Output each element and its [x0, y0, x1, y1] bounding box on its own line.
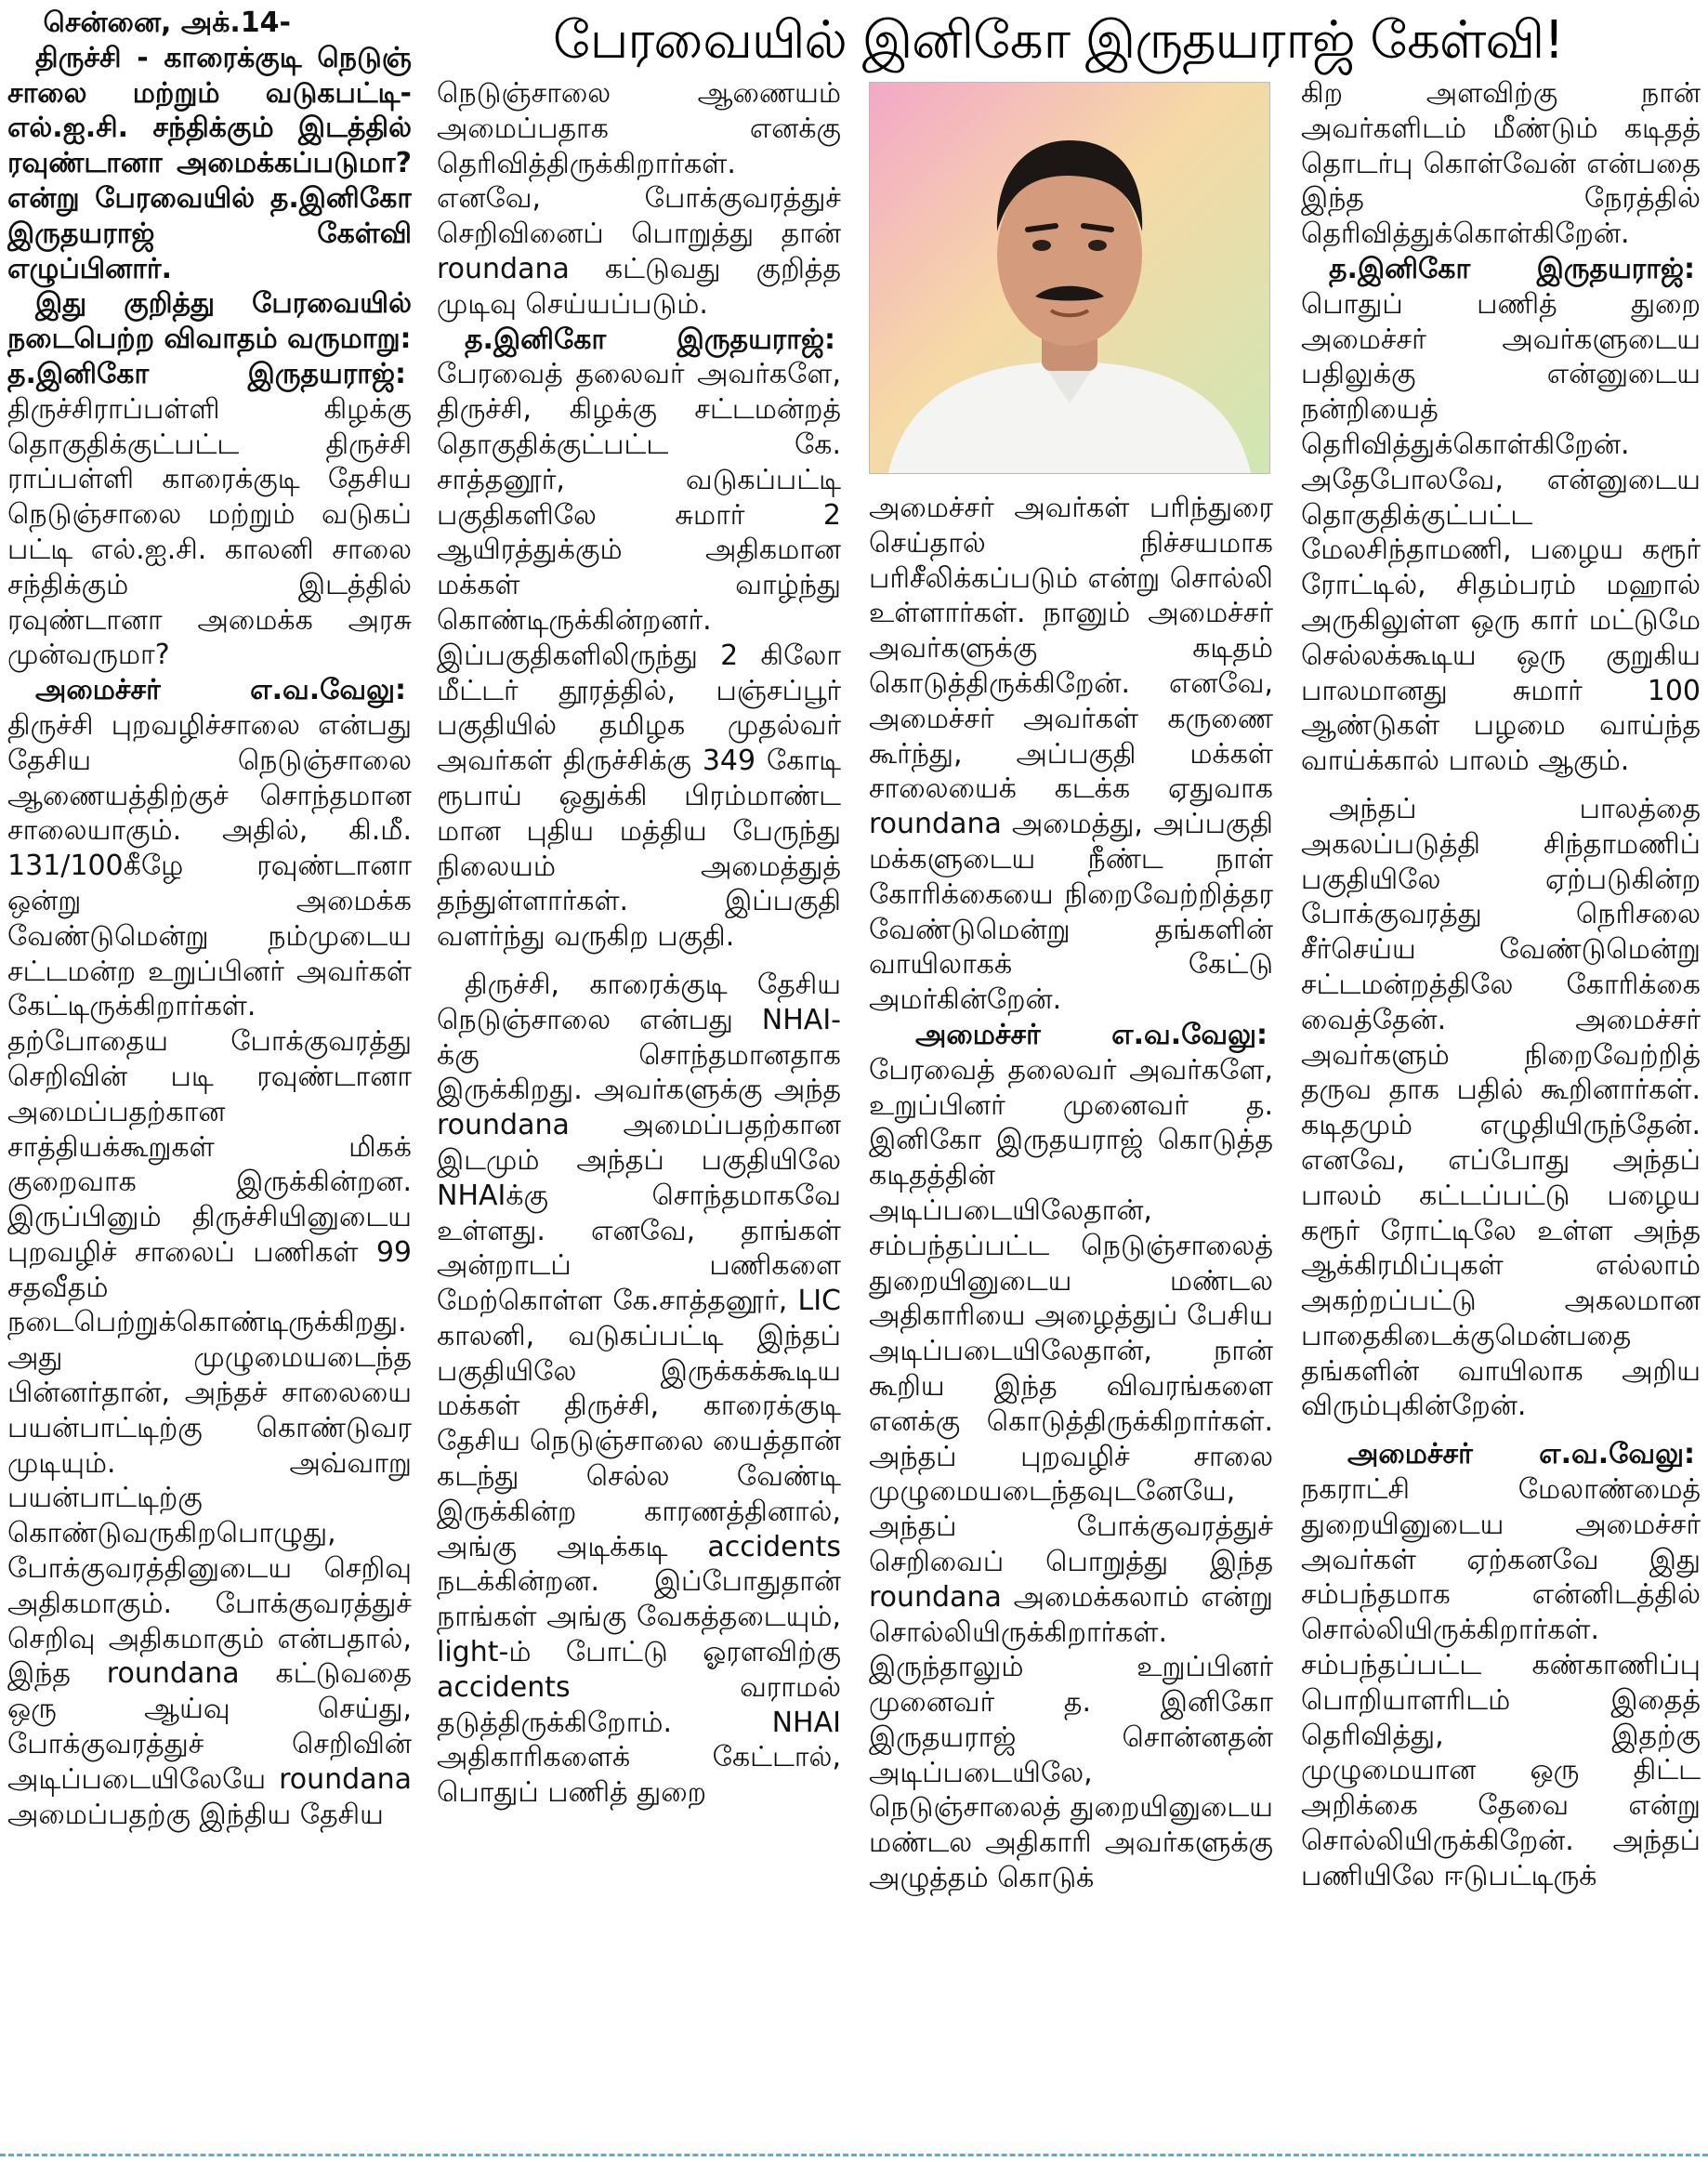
- speaker-label: த.இனிகோ இருதயராஜ்:: [1329, 252, 1695, 285]
- bottom-dashed-rule: [0, 2154, 1708, 2156]
- headline: பேரவையில் இனிகோ இருதயராஜ் கேள்வி!: [553, 10, 1564, 71]
- person-portrait-icon: [870, 83, 1269, 473]
- dateline: சென்னை, அக்.14-: [43, 7, 291, 39]
- speaker-label: அமைச்சர் எ.வ.வேலு:: [915, 1018, 1268, 1051]
- speech-paragraph: திருச்சி, காரைக்குடி தேசிய நெடுஞ்சாலை என்பது NHAI-க்கு சொந்தமானதாக இருக்கிறது. அவர்களுக்கு அந்த roundana அமைப்பதற்கான இடமும் அந்தப் பகுதியிலே NHAIக்கு சொந்தமாகவே உள்ளது. எனவே, தாங்கள் அன்றாடப் பணிகளை மேற்கொள்ள கே.சாத்தனூர், LIC காலனி, வடுகப்பட்டி இந்தப் பகுதியிலே இருக்கக்கூடிய மக்கள் திருச்சி, காரைக்குடி தேசிய நெடுஞ்சாலை யைத்தான் கடந்து செல்ல வேண்டி இருக்கின்ற காரணத்தினால், அங்கு அடிக்கடி accidents நடக்கின்றன. இப்போதுதான் நாங்கள் அங்கு வேகத்தடையும், light-ம் போட்டு ஓரளவிற்கு accidents வராமல் தடுத்திருக்கிறோம். NHAI அதிகாரிகளைக் கேட்டால், பொதுப் பணித் துறை: [437, 968, 841, 1810]
- speech-paragraph: பொதுப் பணித் துறை அமைச்சர் அவர்களுடைய பதிலுக்கு என்னுடைய நன்றியைத் தெரிவித்துக்கொள்கிறேன். அதேபோலவே, என்னுடைய தொகுதிக்குட்பட்ட மேலசிந்தாமணி, பழைய கரூர் ரோட்டில், சிதம்பரம் மஹால் அருகிலுள்ள ஒரு கார் மட்டுமே செல்லக்கூடிய ஒரு குறுகிய பாலமானது சுமார் 100 ஆண்டுகள் பழமை வாய்ந்த வாய்க்கால் பாலம் ஆகும்.: [1301, 287, 1701, 778]
- article-column-4: [1301, 76, 1701, 2162]
- intro-paragraph: திருச்சி - காரைக்குடி நெடுஞ் சாலை மற்றும் வடுகபட்டி- எல்.ஐ.சி. சந்திக்கும் இடத்தில் ரவுண்டானா அமைக்கப்படுமா? என்று பேரவையில் த.இனிகோ இருதயராஜ் கேள்வி எழுப்பினார்.: [7, 41, 412, 285]
- article-column-3: [869, 491, 1273, 2162]
- speech-paragraph: நகராட்சி மேலாண்மைத் துறையினுடைய அமைச்சர் அவர்கள் ஏற்கனவே இது சம்பந்தமாக என்னிடத்தில் சொல்லியிருக்கிறார்கள். சம்பந்தப்பட்ட கண்காணிப்பு பொறியாளரிடம் இதைத் தெரிவித்து, இதற்கு முழுமையான ஒரு திட்ட அறிக்கை தேவை என்று சொல்லியிருக்கிறேன். அந்தப் பணியிலே ஈடுபட்டிருக்: [1301, 1473, 1701, 1892]
- speaker-label: த.இனிகோ இருதயராஜ்:: [7, 357, 406, 390]
- speech-paragraph: அமைச்சர் அவர்கள் பரிந்துரை செய்தால் நிச்சயமாக பரிசீலிக்கப்படும் என்று சொல்லி உள்ளார்கள். நானும் அமைச்சர் அவர்களுக்கு கடிதம் கொடுத்திருக்கிறேன். எனவே, அமைச்சர் அவர்கள் கருணை கூர்ந்து, அப்பகுதி மக்கள் சாலையைக் கடக்க ஏதுவாக roundana அமைத்து, அப்பகுதி மக்களுடைய நீண்ட நாள் கோரிக்கையை நிறைவேற்றித்தர வேண்டுமென்று தங்களின் வாயிலாகக் கேட்டு அமர்கின்றேன்.: [869, 492, 1273, 1017]
- speaker-label: த.இனிகோ இருதயராஜ்:: [465, 323, 835, 356]
- speech-paragraph: திருச்சிராப்பள்ளி கிழக்கு தொகுதிக்குட்பட்ட திருச்சி ராப்பள்ளி காரைக்குடி தேசிய நெடுஞ்சாலை மற்றும் வடுகப் பட்டி எல்.ஐ.சி. காலனி சாலை சந்திக்கும் இடத்தில் ரவுண்டானா அமைக்க அரசு முன்வருமா?: [7, 392, 412, 672]
- speaker-label: அமைச்சர் எ.வ.வேலு:: [1347, 1438, 1695, 1471]
- portrait-photo: [869, 82, 1270, 474]
- speech-paragraph: பேரவைத் தலைவர் அவர்களே, திருச்சி, கிழக்கு சட்டமன்றத் தொகுதிக்குட்பட்ட கே. சாத்தனூர், வடுகப்பட்டி பகுதிகளிலே சுமார் 2 ஆயிரத்துக்கும் அதிகமான மக்கள் வாழ்ந்து கொண்டிருக்கின்றனர். இப்பகுதிகளிலிருந்து 2 கிலோ மீட்டர் தூரத்தில், பஞ்சப்பூர் பகுதியில் தமிழக முதல்வர் அவர்கள் திருச்சிக்கு 349 கோடி ரூபாய் ஒதுக்கி பிரம்மாண்ட மான புதிய மத்திய பேருந்து நிலையம் அமைத்துத் தந்துள்ளார்கள். இப்பகுதி வளர்ந்து வருகிற பகுதி.: [437, 358, 841, 954]
- speech-paragraph: கிற அளவிற்கு நான் அவர்களிடம் மீண்டும் கடிதத் தொடர்பு கொள்வேன் என்பதை இந்த நேரத்தில் தெரிவித்துக்கொள்கிறேன்.: [1301, 77, 1701, 251]
- speech-paragraph: நெடுஞ்சாலை ஆணையம் அமைப்பதாக எனக்கு தெரிவித்திருக்கிறார்கள். எனவே, போக்குவரத்துச் செறிவினைப் பொறுத்து தான் roundana கட்டுவது குறித்த முடிவு செய்யப்படும்.: [437, 77, 841, 321]
- article-column-2: [437, 76, 841, 2162]
- speaker-label: அமைச்சர் எ.வ.வேலு:: [35, 674, 406, 707]
- speech-paragraph: அந்தப் பாலத்தை அகலப்படுத்தி சிந்தாமணிப் பகுதியிலே ஏற்படுகின்ற போக்குவரத்து நெரிசலை சீர்செய்ய வேண்டுமென்று சட்டமன்றத்திலே கோரிக்கை வைத்தேன். அமைச்சர் அவர்களும் நிறைவேற்றித் தருவ தாக பதில் கூறினார்கள். கடிதமும் எழுதியிருந்தேன். எனவே, எப்போது அந்தப் பாலம் கட்டப்பட்டு பழைய கரூர் ரோட்டிலே உள்ள அந்த ஆக்கிரமிப்புகள் எல்லாம் அகற்றப்பட்டு அகலமான பாதைகிடைக்குமென்பதை தங்களின் வாயிலாக அறிய விரும்புகின்றேன்.: [1301, 792, 1701, 1423]
- intro-paragraph-2: இது குறித்து பேரவையில் நடைபெற்ற விவாதம் வருமாறு:: [7, 287, 412, 356]
- speech-paragraph: திருச்சி புறவழிச்சாலை என்பது தேசிய நெடுஞ்சாலை ஆணையத்திற்குச் சொந்தமான சாலையாகும். அதில், கி.மீ. 131/100கீழே ரவுண்டானா ஒன்று அமைக்க வேண்டுமென்று நம்முடைய சட்டமன்ற உறுப்பினர் அவர்கள் கேட்டிருக்கிறார்கள். தற்போதைய போக்குவரத்து செறிவின் படி ரவுண்டானா அமைப்பதற்கான சாத்தியக்கூறுகள் மிகக் குறைவாக இருக்கின்றன. இருப்பினும் திருச்சியினுடைய புறவழிச் சாலைப் பணிகள் 99 சதவீதம் நடைபெற்றுக்கொண்டிருக்கிறது. அது முழுமையடைந்த பின்னர்தான், அந்தச் சாலையை பயன்பாட்டிற்கு கொண்டுவர முடியும். அவ்வாறு பயன்பாட்டிற்கு கொண்டுவருகிறபொழுது, போக்குவரத்தினுடைய செறிவு அதிகமாகும். போக்குவரத்துச் செறிவு அதிகமாகும் என்பதால், இந்த roundana கட்டுவதை ஒரு ஆய்வு செய்து, போக்குவரத்துச் செறிவின் அடிப்படையிலேயே roundana அமைப்பதற்கு இந்திய தேசிய: [7, 708, 412, 1831]
- article-column-1: [7, 6, 412, 2162]
- speech-paragraph: பேரவைத் தலைவர் அவர்களே, உறுப்பினர் முனைவர் த. இனிகோ இருதயராஜ் கொடுத்த கடிதத்தின் அடிப்படையிலேதான், சம்பந்தப்பட்ட நெடுஞ்சாலைத் துறையினுடைய மண்டல அதிகாரியை அழைத்துப் பேசிய அடிப்படையிலேதான், நான் கூறிய இந்த விவரங்களை எனக்கு கொடுத்திருக்கிறார்கள். அந்தப் புறவழிச் சாலை முழுமையடைந்தவுடனேயே, அந்தப் போக்குவரத்துச் செறிவைப் பொறுத்து இந்த roundana அமைக்கலாம் என்று சொல்லியிருக்கிறார்கள். இருந்தாலும் உறுப்பினர் முனைவர் த. இனிகோ இருதயராஜ் சொன்னதன் அடிப்படையிலே, நெடுஞ்சாலைத் துறையினுடைய மண்டல அதிகாரி அவர்களுக்கு அழுத்தம் கொடுக்: [869, 1053, 1273, 1895]
